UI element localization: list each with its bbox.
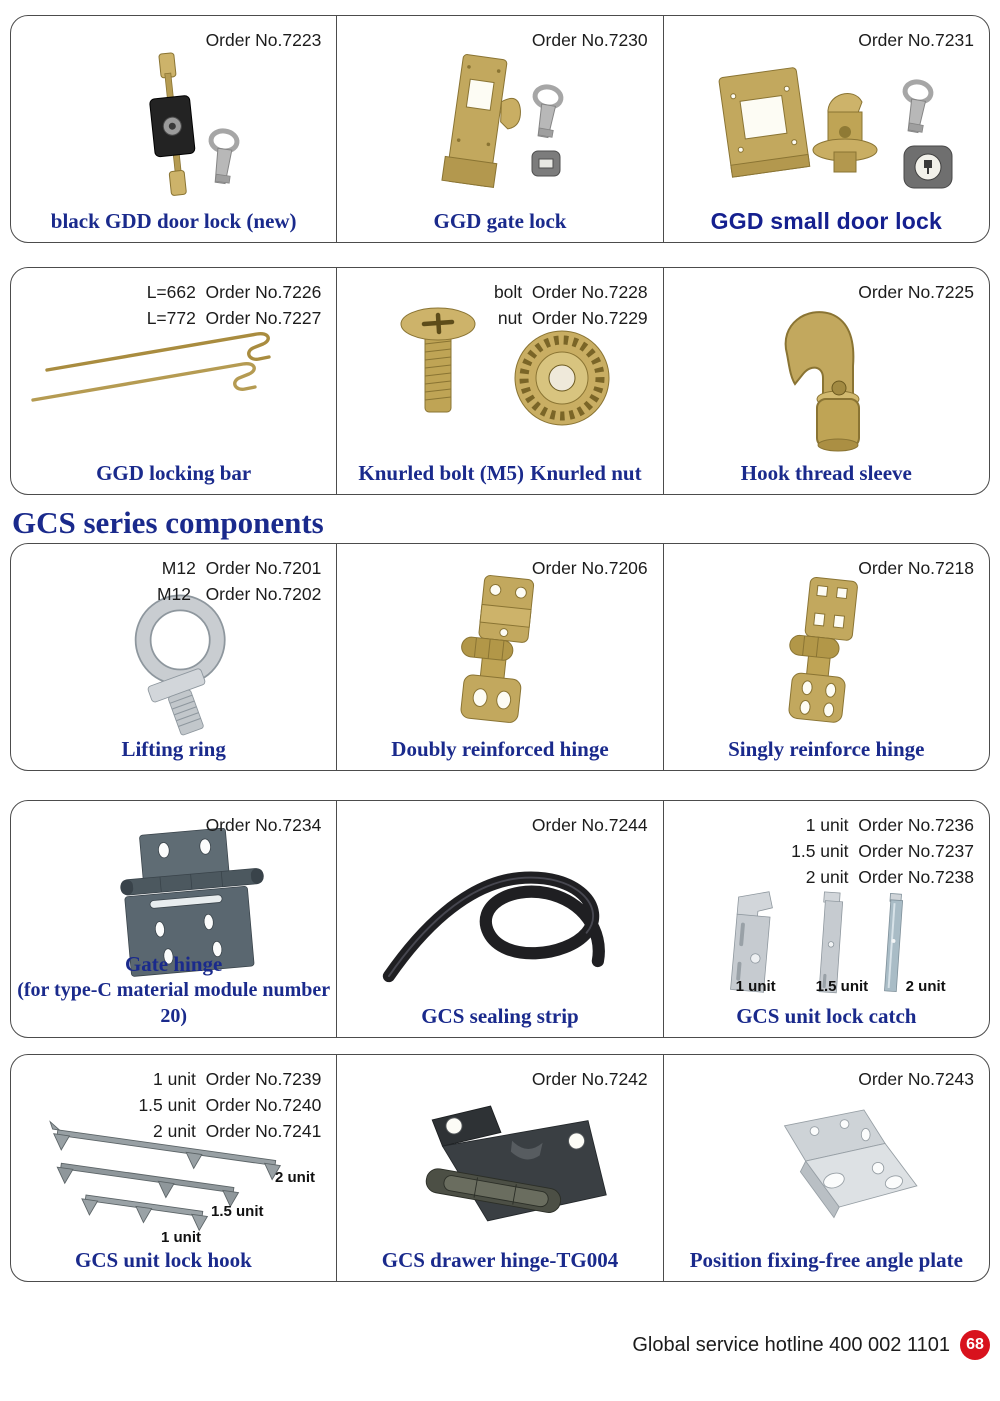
catalog-row-3 xyxy=(10,543,990,771)
caption-area xyxy=(11,460,336,486)
key-image xyxy=(528,85,562,139)
page-footer xyxy=(632,1330,990,1360)
product-caption: black GDD door lock (new) xyxy=(50,209,297,233)
product-cell-ggd-small-door-lock xyxy=(663,16,989,242)
catalog-row-1 xyxy=(10,15,990,243)
order-numbers xyxy=(858,27,974,53)
catalog-row-4 xyxy=(10,800,990,1038)
product-photo-ggd-small-door-lock xyxy=(664,46,989,200)
unit-size-label: 2 unit xyxy=(905,978,946,995)
ggd-small-door-lock-image xyxy=(676,48,976,198)
order-numbers xyxy=(147,279,322,331)
caption-area xyxy=(11,208,336,234)
product-cell-singly-reinforce-hinge xyxy=(663,544,989,770)
gcs-drawer-hinge-image xyxy=(365,1086,635,1238)
gcs-sealing-strip-image xyxy=(350,833,650,993)
order-numbers xyxy=(532,812,648,838)
caption-area xyxy=(664,208,989,234)
caption-area xyxy=(337,1247,662,1273)
hotline-text: Global service hotline 400 002 1101 xyxy=(632,1333,950,1356)
caption-area xyxy=(337,208,662,234)
page-number-badge: 68 xyxy=(960,1330,990,1360)
order-numbers xyxy=(532,27,648,53)
product-cell-gcs-unit-lock-hook xyxy=(11,1055,336,1281)
order-number: Order No.7231 xyxy=(858,30,974,50)
product-cell-gcs-sealing-strip xyxy=(336,801,662,1037)
product-photo-ggd-gate-lock xyxy=(337,46,662,200)
unit-size-label: 1.5 unit xyxy=(815,978,869,995)
order-numbers xyxy=(157,555,321,607)
unit-size-label: 1 unit xyxy=(161,1229,201,1246)
product-cell-gcs-unit-lock-catch xyxy=(663,801,989,1037)
product-photo-doubly-reinforced-hinge xyxy=(337,574,662,728)
caption-area xyxy=(11,951,336,1029)
unit-size-label: 2 unit xyxy=(275,1169,315,1186)
caption-area xyxy=(11,1247,336,1273)
order-number: Order No.7244 xyxy=(531,815,648,835)
product-subcaption: (for type-C material module number 20) xyxy=(17,979,331,1027)
product-caption: Knurled bolt (M5) xyxy=(358,461,525,485)
key-image xyxy=(205,129,238,184)
order-number: Order No.7218 xyxy=(858,558,974,578)
order-number: bolt Order No.7228 xyxy=(493,282,648,302)
singly-reinforce-hinge-image xyxy=(751,571,901,731)
order-number: 2 unit Order No.7238 xyxy=(805,867,974,887)
caption-area xyxy=(337,1003,662,1029)
ggd-gate-lock-image xyxy=(380,45,620,201)
product-caption: GGD gate lock xyxy=(433,209,567,233)
order-number: L=772 Order No.7227 xyxy=(146,308,322,328)
order-number: Order No.7242 xyxy=(531,1069,648,1089)
product-caption: Doubly reinforced hinge xyxy=(391,737,609,761)
caption-area xyxy=(337,460,662,486)
order-numbers xyxy=(858,1066,974,1092)
order-number: M12 Order No.7202 xyxy=(156,584,322,604)
black-gdd-door-lock-image xyxy=(74,47,274,199)
order-number: 1.5 unit Order No.7237 xyxy=(791,841,974,861)
product-photo-gcs-sealing-strip xyxy=(337,831,662,995)
order-numbers xyxy=(138,1066,321,1144)
product-caption: GGD locking bar xyxy=(96,461,252,485)
product-photo-black-gdd-door-lock xyxy=(11,46,336,200)
product-cell-gcs-drawer-hinge xyxy=(336,1055,662,1281)
order-number: 2 unit Order No.7241 xyxy=(153,1121,322,1141)
doubly-reinforced-hinge-image xyxy=(425,571,575,731)
product-caption: Position fixing-free angle plate xyxy=(689,1248,963,1272)
order-number: Order No.7243 xyxy=(858,1069,974,1089)
position-fixing-free-angle-plate-image xyxy=(701,1087,951,1237)
product-caption: Singly reinforce hinge xyxy=(728,737,925,761)
order-number: Order No.7225 xyxy=(858,282,974,302)
product-cell-angle-plate xyxy=(663,1055,989,1281)
lifting-ring-image xyxy=(79,587,269,737)
order-number: Order No.7234 xyxy=(205,815,322,835)
product-photo-gcs-unit-lock-catch xyxy=(664,889,989,997)
section-title: GCS series components xyxy=(12,505,324,540)
product-caption: GCS unit lock catch xyxy=(736,1004,917,1028)
product-photo-lifting-ring xyxy=(11,596,336,728)
product-photo-gcs-drawer-hinge xyxy=(337,1085,662,1239)
product-photo-hook-thread-sleeve xyxy=(664,298,989,452)
order-number: Order No.7230 xyxy=(531,30,648,50)
order-number: Order No.7206 xyxy=(531,558,648,578)
product-cell-ggd-locking-bar xyxy=(11,268,336,494)
product-caption: GCS sealing strip xyxy=(421,1004,579,1028)
caption-area xyxy=(664,1003,989,1029)
product-caption: GCS drawer hinge-TG004 xyxy=(381,1248,619,1272)
product-caption: Gate hinge xyxy=(124,952,223,976)
caption-area xyxy=(664,736,989,762)
order-numbers xyxy=(791,812,974,890)
unit-size-label: 1 unit xyxy=(735,978,776,995)
hook-thread-sleeve-image xyxy=(751,296,901,454)
product-cell-lifting-ring xyxy=(11,544,336,770)
caption-area xyxy=(664,460,989,486)
product-cell-black-gdd-door-lock xyxy=(11,16,336,242)
order-numbers xyxy=(858,555,974,581)
order-numbers xyxy=(494,279,648,331)
order-number: 1 unit Order No.7239 xyxy=(153,1069,322,1089)
order-number: L=662 Order No.7226 xyxy=(146,282,322,302)
catalog-row-2 xyxy=(10,267,990,495)
order-number: Order No.7223 xyxy=(205,30,322,50)
product-caption: Hook thread sleeve xyxy=(740,461,912,485)
unit-size-label: 1.5 unit xyxy=(211,1203,264,1220)
product-photo-singly-reinforce-hinge xyxy=(664,574,989,728)
order-number: nut Order No.7229 xyxy=(497,308,648,328)
product-caption: Knurled nut xyxy=(530,461,642,485)
order-number: 1.5 unit Order No.7240 xyxy=(138,1095,322,1115)
order-numbers xyxy=(532,1066,648,1092)
order-numbers xyxy=(206,812,322,838)
product-photo-angle-plate xyxy=(664,1085,989,1239)
order-number: 1 unit Order No.7236 xyxy=(805,815,974,835)
product-caption: GCS unit lock hook xyxy=(75,1248,252,1272)
order-numbers xyxy=(858,279,974,305)
product-cell-knurled-bolt-nut xyxy=(336,268,662,494)
product-cell-hook-thread-sleeve xyxy=(663,268,989,494)
caption-area xyxy=(664,1247,989,1273)
product-caption: Lifting ring xyxy=(121,737,226,761)
product-caption: GGD small door lock xyxy=(710,208,942,234)
order-number: M12 Order No.7201 xyxy=(161,558,322,578)
key-image xyxy=(899,80,933,134)
order-numbers xyxy=(206,27,322,53)
caption-area xyxy=(11,736,336,762)
caption-area xyxy=(337,736,662,762)
product-cell-ggd-gate-lock xyxy=(336,16,662,242)
product-cell-gate-hinge xyxy=(11,801,336,1037)
order-numbers xyxy=(532,555,648,581)
product-cell-doubly-reinforced-hinge xyxy=(336,544,662,770)
catalog-row-5 xyxy=(10,1054,990,1282)
